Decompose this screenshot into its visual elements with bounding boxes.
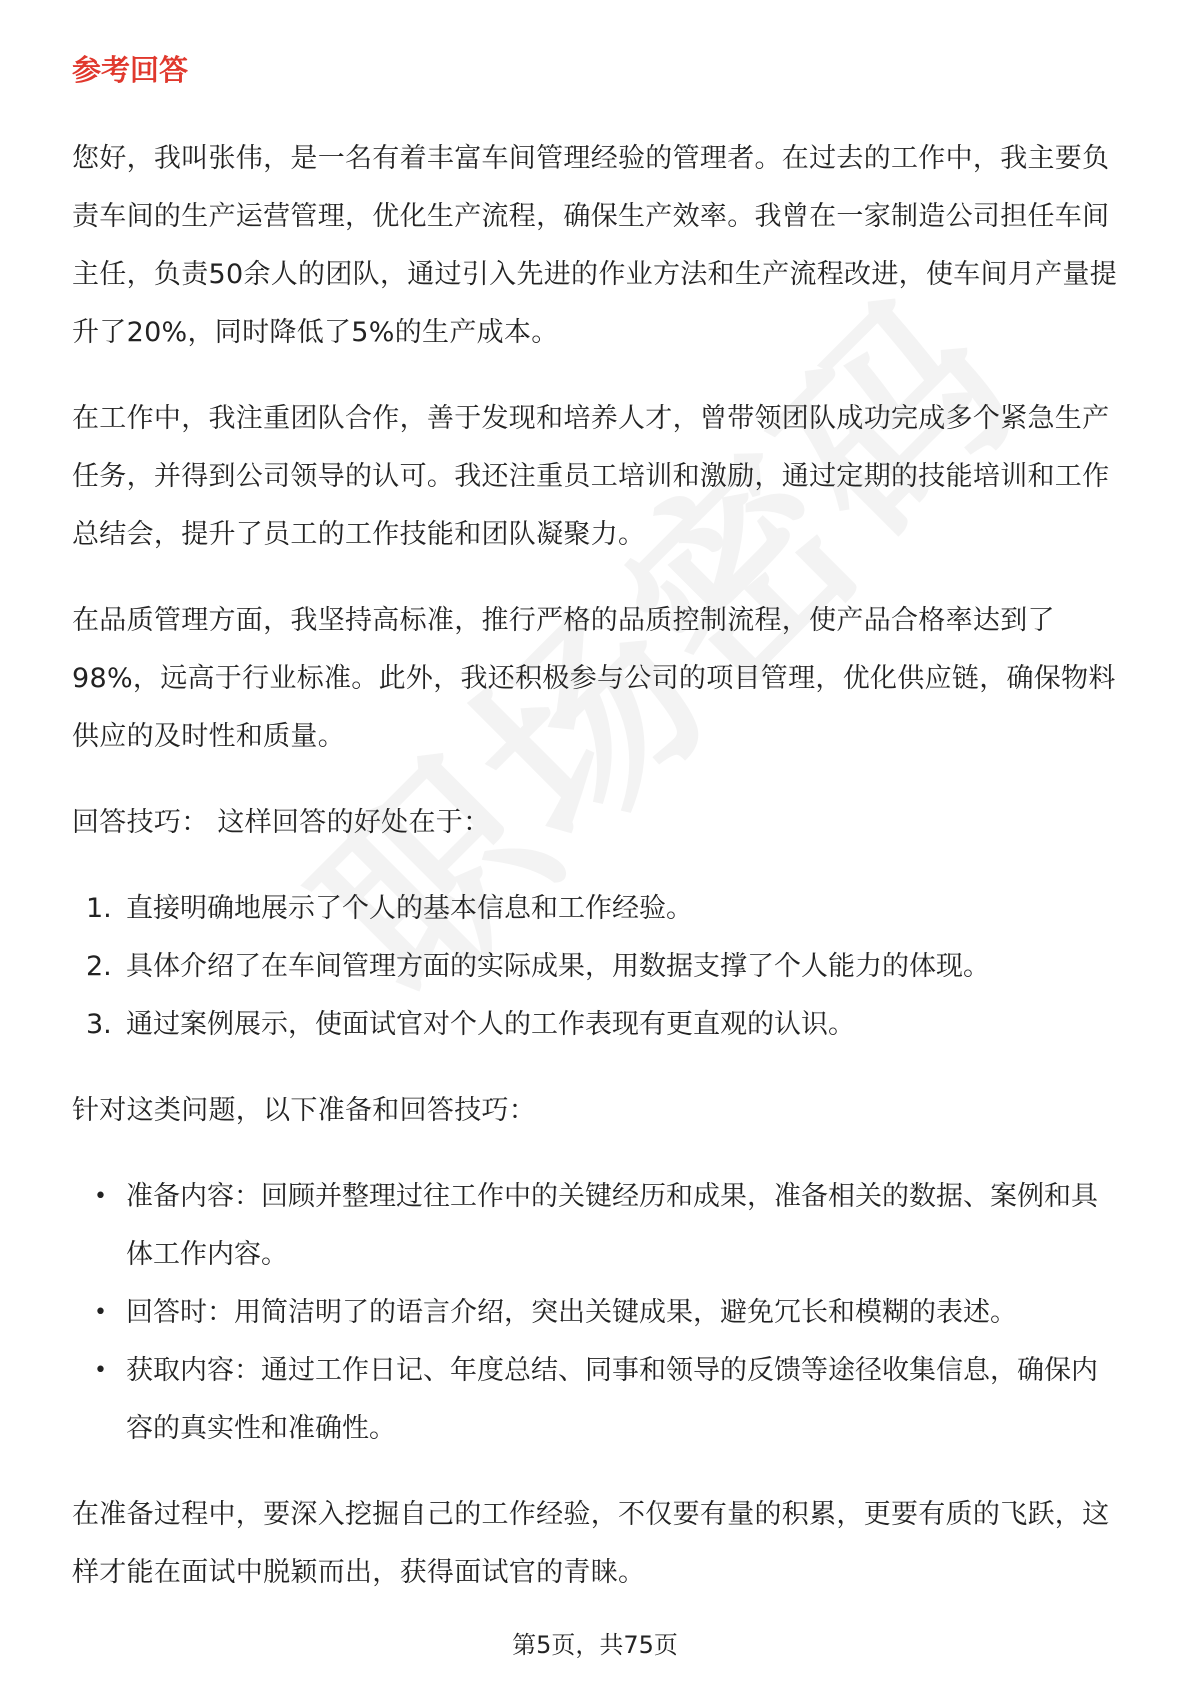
list-item-text: 通过案例展示，使面试官对个人的工作表现有更直观的认识。 [126, 1009, 855, 1040]
list-item [72, 1342, 1118, 1458]
bullet-icon: • [94, 1358, 107, 1383]
list-item [72, 1168, 1118, 1284]
list-number: 2. [86, 951, 112, 982]
tips-list [72, 880, 1118, 1054]
list-item-text: 准备内容：回顾并整理过往工作中的关键经历和成果，准备相关的数据、案例和具体工作内容。 [126, 1181, 1098, 1270]
list-item-text: 具体介绍了在车间管理方面的实际成果，用数据支撑了个人能力的体现。 [126, 951, 990, 982]
bullet-icon: • [94, 1184, 107, 1209]
section-heading: 参考回答 [72, 53, 189, 87]
paragraph-intro: 您好，我叫张伟，是一名有着丰富车间管理经验的管理者。在过去的工作中，我主要负责车间的生产运营管理，优化生产流程，确保生产效率。我曾在一家制造公司担任车间主任，负责50余人的团队，通过引入先进的作业方法和生产流程改进，使车间月产量提升了20%，同时降低了5%的生产成本。 [72, 143, 1118, 348]
document-body [72, 48, 1118, 1630]
list-number: 3. [86, 1009, 112, 1040]
list-item-text: 获取内容：通过工作日记、年度总结、同事和领导的反馈等途径收集信息，确保内容的真实性和准确性。 [126, 1355, 1098, 1444]
list-item-text: 回答时：用简洁明了的语言介绍，突出关键成果，避免冗长和模糊的表述。 [126, 1297, 1017, 1328]
bullet-icon: • [94, 1300, 107, 1325]
prep-list [72, 1168, 1118, 1458]
paragraph-closing: 在准备过程中，要深入挖掘自己的工作经验，不仅要有量的积累，更要有质的飞跃，这样才能在面试中脱颖而出，获得面试官的青睐。 [72, 1499, 1110, 1588]
list-item [72, 996, 1118, 1054]
list-item [72, 938, 1118, 996]
list-number: 1. [86, 893, 112, 924]
prep-intro: 针对这类问题，以下准备和回答技巧： [72, 1095, 537, 1126]
list-item-text: 直接明确地展示了个人的基本信息和工作经验。 [126, 893, 693, 924]
page-number: 第5页，共75页 [512, 1631, 678, 1659]
paragraph-quality: 在品质管理方面，我坚持高标准，推行严格的品质控制流程，使产品合格率达到了98%，远高于行业标准。此外，我还积极参与公司的项目管理，优化供应链，确保物料供应的及时性和质量。 [72, 605, 1116, 752]
list-item [72, 880, 1118, 938]
list-item [72, 1284, 1118, 1342]
tips-intro: 回答技巧： 这样回答的好处在于： [72, 807, 491, 838]
paragraph-teamwork: 在工作中，我注重团队合作，善于发现和培养人才，曾带领团队成功完成多个紧急生产任务，并得到公司领导的认可。我还注重员工培训和激励，通过定期的技能培训和工作总结会，提升了员工的工作技能和团队凝聚力。 [72, 403, 1110, 550]
